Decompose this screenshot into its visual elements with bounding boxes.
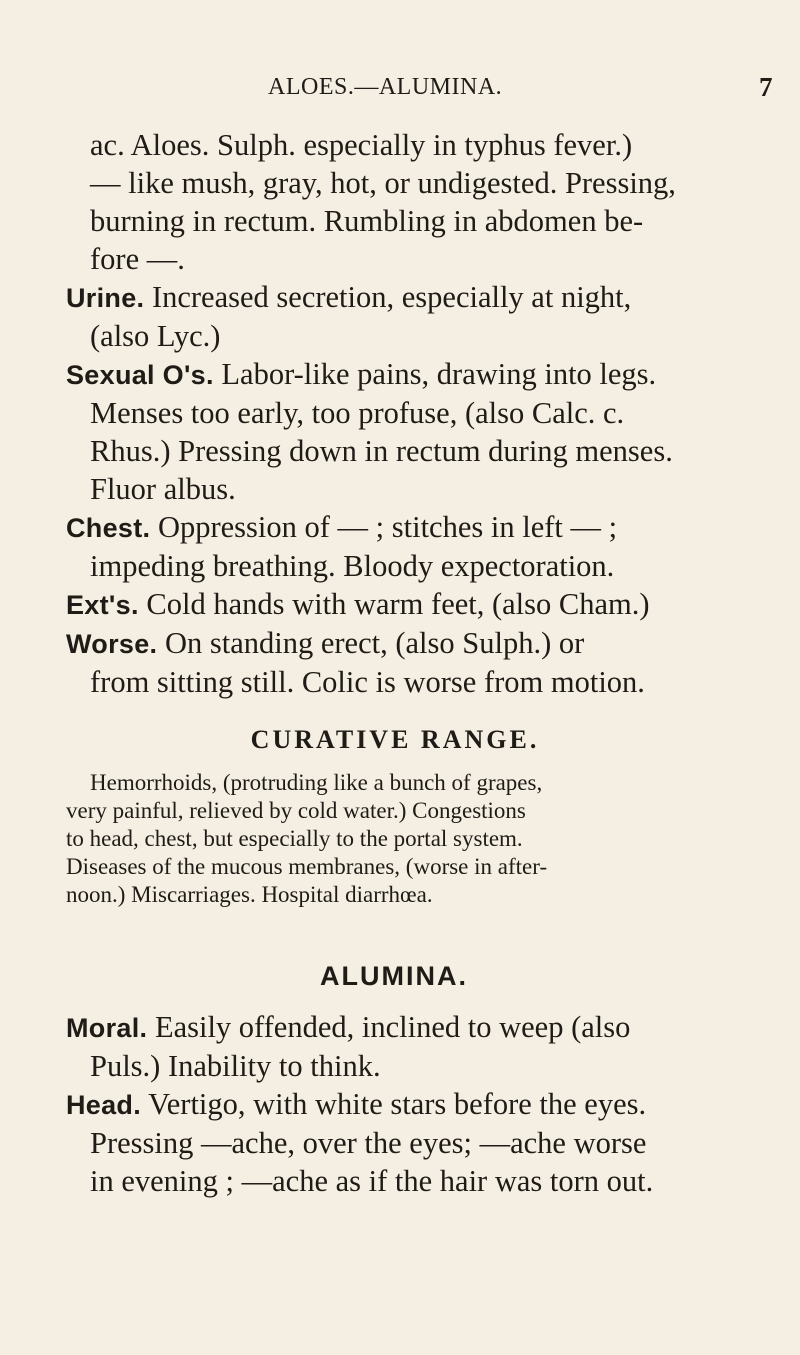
entry-first-line (66, 355, 734, 394)
entry-urine (66, 278, 734, 355)
text-line: impeding breathing. Bloody expectoration. (90, 549, 615, 583)
text-line: Menses too early, too profuse, (also Calc. c. (90, 396, 625, 430)
entry-heading-sexual-organs: Sexual O's. (66, 360, 214, 390)
entry-heading-head: Head. (66, 1090, 142, 1120)
entry-text: Cold hands with warm feet, (also Cham.) (138, 587, 650, 621)
entry-heading-moral: Moral. (66, 1013, 148, 1043)
curative-range-title: CURATIVE RANGE. (250, 725, 540, 754)
text-line: very painful, relieved by cold water.) Congestions (66, 798, 526, 823)
text-line: — like mush, gray, hot, or undigested. Pressing, (90, 166, 676, 200)
text-line: Hemorrhoids, (protruding like a bunch of grapes, (90, 770, 543, 795)
text-line: in evening ; —ache as if the hair was torn out. (90, 1164, 654, 1198)
entry-text: Increased secretion, especially at night, (144, 280, 632, 314)
entry-extremities (66, 585, 734, 624)
text-line: ac. Aloes. Sulph. especially in typhus fever.) (90, 128, 633, 162)
entry-text: Easily offended, inclined to weep (also (147, 1010, 631, 1044)
text-line: (also Lyc.) (90, 319, 221, 353)
running-title: ALOES.—ALUMINA. (268, 74, 503, 100)
text-line: Rhus.) Pressing down in rectum during menses. (90, 434, 673, 468)
entry-first-line (66, 278, 734, 317)
running-head (0, 74, 800, 114)
entry-first-line (66, 624, 734, 663)
text-line: Pressing —ache, over the eyes; —ache worse (90, 1126, 647, 1160)
drug-title-alumina: ALUMINA. (320, 961, 468, 991)
entry-text: Oppression of — ; stitches in left — ; (150, 510, 618, 544)
entry-heading-extremities: Ext's. (66, 590, 139, 620)
text-line: noon.) Miscarriages. Hospital diarrhœa. (66, 882, 433, 907)
entry-first-line (66, 508, 734, 547)
entry-text: Labor-like pains, drawing into legs. (213, 357, 657, 391)
text-line: from sitting still. Colic is worse from motion. (90, 665, 645, 699)
curative-range-paragraph (66, 769, 734, 909)
text-line: burning in rectum. Rumbling in abdomen be- (90, 204, 644, 238)
entry-text: Vertigo, with white stars before the eyes. (141, 1087, 647, 1121)
entry-head (66, 1085, 734, 1200)
entry-sexual-organs (66, 355, 734, 508)
entry-chest (66, 508, 734, 585)
entry-worse (66, 624, 734, 701)
entry-first-line (66, 1008, 734, 1047)
text-line: Puls.) Inability to think. (90, 1049, 381, 1083)
entry-first-line (66, 585, 734, 624)
entry-heading-urine: Urine. (66, 283, 145, 313)
entry-first-line (66, 1085, 734, 1124)
page-number: 7 (759, 72, 773, 102)
text-line: Diseases of the mucous membranes, (worse in after- (66, 854, 548, 879)
entry-text: On standing erect, (also Sulph.) or (157, 626, 585, 660)
entry-heading-worse: Worse. (66, 629, 158, 659)
text-line: fore —. (90, 242, 185, 276)
entry-heading-chest: Chest. (66, 513, 151, 543)
aloes-continued-paragraph (66, 126, 734, 278)
text-line: to head, chest, but especially to the portal system. (66, 826, 523, 851)
text-block (66, 126, 734, 1200)
text-line: Fluor albus. (90, 472, 236, 506)
entry-moral (66, 1008, 734, 1085)
